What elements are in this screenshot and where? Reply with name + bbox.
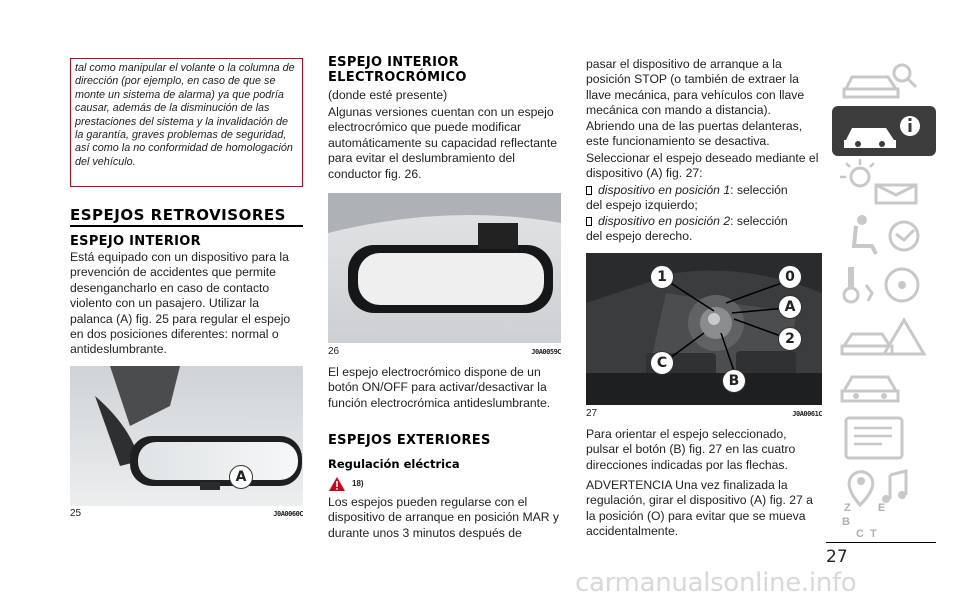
bullet-item-1 (586, 183, 822, 214)
key-steering-icon (832, 259, 936, 309)
bullet-item-2 (586, 214, 822, 245)
warning-box (70, 58, 303, 187)
lights-envelope-icon (832, 157, 936, 207)
index-letter: E (878, 502, 886, 514)
figure-caption (70, 508, 303, 519)
bullet-term: dispositivo en posición 1 (598, 183, 731, 197)
tab-index[interactable] (832, 498, 936, 546)
index-letter: Z (844, 502, 851, 514)
bullet-desc: : selección (730, 183, 788, 197)
figure-26 (328, 193, 561, 358)
tab-know-car[interactable] (832, 55, 936, 105)
bullet-desc-2: del espejo derecho. (586, 229, 693, 244)
warning-ref (328, 476, 364, 492)
tab-maintenance[interactable] (832, 361, 936, 411)
tab-emergency[interactable] (832, 310, 936, 360)
note-text: (donde esté presente) (328, 88, 448, 102)
body-text-3: Los espejos pueden regularse con el dispositivo de arranque en posición MAR y durante unos 3 minutos después de (328, 495, 560, 540)
bullet-term: dispositivo en posición 2 (598, 214, 731, 228)
figure-code: J0A0060C (273, 509, 303, 518)
section-rule (70, 225, 303, 227)
fig-label-a: A (778, 295, 802, 319)
tab-safety[interactable] (832, 208, 936, 258)
mirror-photo (70, 366, 303, 506)
spec-sheet-icon (832, 412, 936, 462)
index-letter: C (856, 528, 864, 540)
sub-subsection-title: Regulación eléctrica (328, 457, 460, 471)
warning-triangle-icon (328, 476, 346, 492)
tab-technical-data[interactable] (832, 412, 936, 462)
page-number: 27 (826, 547, 848, 567)
fig-label-0: 0 (778, 265, 802, 289)
title-line1: ESPEJO INTERIOR (328, 55, 459, 70)
figure-number: 27 (586, 408, 598, 419)
subsection-title: ESPEJOS EXTERIORES (328, 433, 491, 448)
car-info-icon (832, 106, 936, 156)
seat-airbag-icon (832, 208, 936, 258)
body-text-1: Algunas versiones cuentan con un espejo electrocrómico que puede modificar automáticamente su capacidad reflectante para evitar el deslumbramiento del conductor fig. 26. (328, 105, 557, 181)
tab-warning-lights[interactable] (832, 157, 936, 207)
page-rule (826, 542, 936, 543)
figure-code: J0A0059C (531, 347, 561, 356)
bullet-desc-2: del espejo izquierdo; (586, 198, 698, 213)
section-title: ESPEJOS RETROVISORES (70, 206, 286, 224)
tab-car-info[interactable] (832, 106, 936, 156)
figure-code: J0A0061C (792, 409, 822, 418)
body-text-1: pasar el dispositivo de arranque a la posición STOP (o también de extraer la llave mecánica, para vehículos con llave mecánica con mando a distancia). Abriendo una de las puertas delanteras, este funcionamiento se desactiva. (586, 57, 805, 149)
car-magnifier-icon (832, 55, 936, 105)
fig-label-b: B (722, 369, 746, 393)
car-triangle-icon (832, 310, 936, 360)
subsection-title: ESPEJO INTERIOR (70, 234, 201, 249)
index-letter: T (870, 528, 877, 540)
car-service-icon (832, 361, 936, 411)
ref-number: 18) (352, 479, 364, 488)
fig-label-1: 1 (650, 265, 674, 289)
fig-label-a: A (229, 465, 253, 489)
tab-starting-driving[interactable] (832, 259, 936, 309)
body-text: Está equipado con un dispositivo para la prevención de accidentes que permite desengancharlo en caso de contacto violento con un pasajero. Utilizar la palanca (A) fig. 25 para regular el espejo en dos posiciones diferentes: normal o antideslumbrante. (70, 250, 291, 357)
figure-number: 25 (70, 508, 82, 519)
bullet-icon (586, 217, 592, 226)
bullet-icon (586, 186, 592, 195)
figure-caption (328, 346, 561, 357)
body-text-2: Seleccionar el espejo deseado mediante el dispositivo (A) fig. 27: (586, 151, 819, 181)
watermark: carmanualsonline.info (575, 568, 857, 598)
body-text-4: ADVERTENCIA Una vez finalizada la regulación, girar el dispositivo (A) fig. 27 a la posición (O) para evitar que se mueva accidentalmente. (586, 478, 813, 539)
warning-text: tal como manipular el volante o la columna de dirección (por ejemplo, en caso de que se monte un sistema de alarma) ya que podría causar, además de la disminución de las prestaciones del sistema y la invalidación de la garantía, graves problemas de seguridad, así como la no conformidad de homologación del vehículo. (75, 62, 295, 168)
bullet-desc: : selección (730, 214, 788, 228)
body-text-3: Para orientar el espejo seleccionado, pulsar el botón (B) fig. 27 en las cuatro direcciones indicadas por las flechas. (586, 427, 796, 472)
figure-27 (586, 253, 822, 421)
figure-number: 26 (328, 346, 340, 357)
title-line2: ELECTROCRÓMICO (328, 70, 467, 85)
electrochromic-mirror-photo (328, 193, 561, 343)
fig-label-c: C (650, 351, 674, 375)
figure-caption (586, 408, 822, 419)
index-letter: B (842, 516, 850, 528)
body-text-2: El espejo electrocrómico dispone de un botón ON/OFF para activar/desactivar la función electrocrómica antideslumbrante. (328, 365, 551, 410)
fig-label-2: 2 (778, 327, 802, 351)
figure-25 (70, 366, 303, 520)
